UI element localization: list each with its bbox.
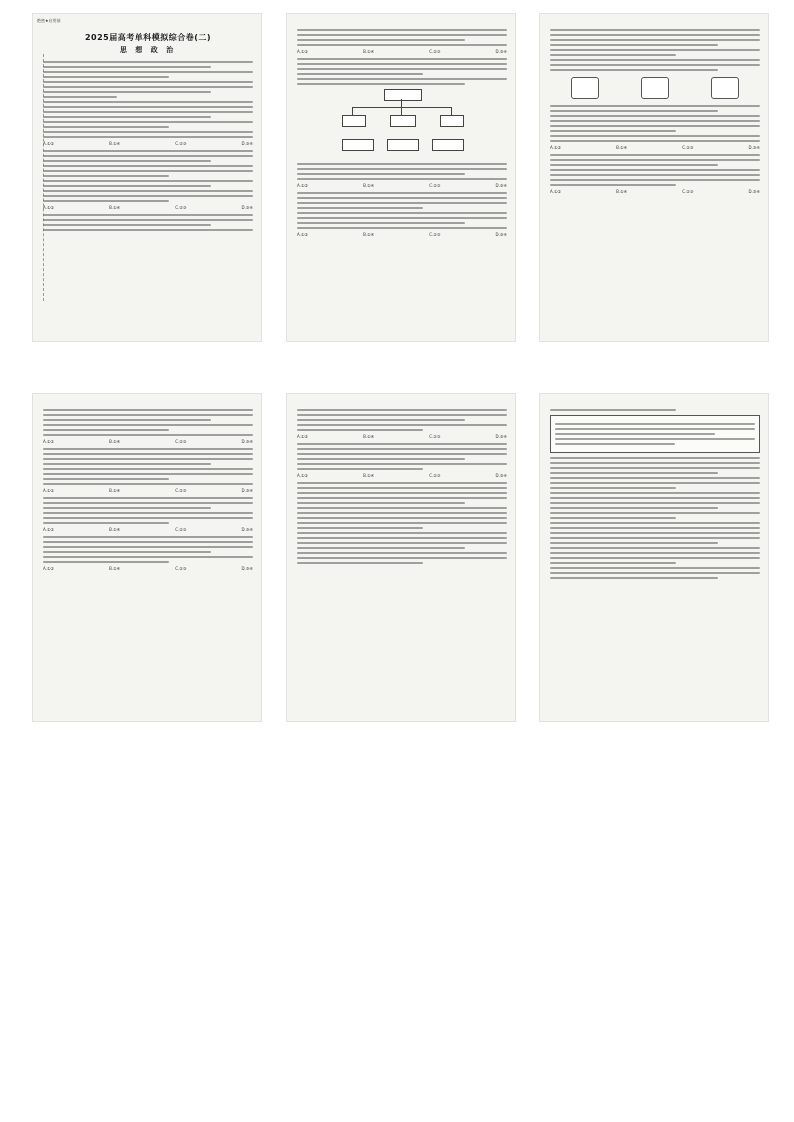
option-c: C.②③ xyxy=(175,439,187,444)
option-b: B.①④ xyxy=(109,439,121,444)
option-a: A.①② xyxy=(550,189,562,194)
option-c: C.②③ xyxy=(175,488,187,493)
option-d: D.③④ xyxy=(495,232,507,237)
option-a: A.①② xyxy=(297,183,309,188)
exam-title: 2025届高考单科模拟综合卷(二) xyxy=(84,33,212,42)
option-a: A.①② xyxy=(550,145,562,150)
answer-options xyxy=(550,189,760,194)
illustration-image-1 xyxy=(571,77,599,99)
option-a: A.①② xyxy=(297,232,309,237)
illustration-image-2 xyxy=(641,77,669,99)
option-a: A.①② xyxy=(43,488,55,493)
diagram-box-bottom-2 xyxy=(387,139,419,151)
option-b: B.①④ xyxy=(363,49,375,54)
exam-page-4 xyxy=(33,394,261,721)
option-d: D.③④ xyxy=(495,473,507,478)
option-a: A.①② xyxy=(43,527,55,532)
illustration-image-3 xyxy=(711,77,739,99)
option-c: C.②③ xyxy=(175,141,187,146)
option-c: C.②③ xyxy=(429,49,441,54)
page-3-content xyxy=(550,26,760,323)
option-c: C.②③ xyxy=(429,473,441,478)
option-c: C.②③ xyxy=(429,183,441,188)
exam-page-5 xyxy=(287,394,515,721)
answer-options xyxy=(297,473,507,478)
option-c: C.②③ xyxy=(175,566,187,571)
page-6-content xyxy=(550,406,760,703)
option-c: C.②③ xyxy=(682,189,694,194)
option-d: D.③④ xyxy=(495,49,507,54)
diagram-box-bottom-1 xyxy=(342,139,374,151)
diagram-box-center xyxy=(390,115,416,127)
diagram-box-bottom-3 xyxy=(432,139,464,151)
answer-options xyxy=(43,527,253,532)
option-b: B.①④ xyxy=(109,205,121,210)
option-b: B.①④ xyxy=(363,473,375,478)
option-a: A.①② xyxy=(43,205,55,210)
page-4-content xyxy=(43,406,253,703)
option-c: C.②③ xyxy=(682,145,694,150)
option-c: C.②③ xyxy=(429,232,441,237)
option-c: C.②③ xyxy=(175,205,187,210)
answer-options xyxy=(43,488,253,493)
option-d: D.③④ xyxy=(241,439,253,444)
answer-options xyxy=(297,232,507,237)
option-b: B.①④ xyxy=(363,232,375,237)
option-b: B.①④ xyxy=(616,189,628,194)
option-d: D.③④ xyxy=(748,189,760,194)
page-5-content xyxy=(297,406,507,703)
option-b: B.①④ xyxy=(363,183,375,188)
quote-box xyxy=(550,415,760,453)
option-d: D.③④ xyxy=(241,141,253,146)
option-a: A.①② xyxy=(297,434,309,439)
option-b: B.①④ xyxy=(109,488,121,493)
answer-options xyxy=(43,141,253,146)
exam-page-6 xyxy=(540,394,768,721)
answer-options xyxy=(550,145,760,150)
exam-page-3 xyxy=(540,14,768,341)
option-a: A.①② xyxy=(43,566,55,571)
answer-options xyxy=(43,205,253,210)
option-d: D.③④ xyxy=(241,566,253,571)
option-a: A.①② xyxy=(297,473,309,478)
option-b: B.①④ xyxy=(109,566,121,571)
page-1-content xyxy=(43,26,253,323)
option-a: A.①② xyxy=(43,141,55,146)
answer-options xyxy=(43,439,253,444)
exam-page-1 xyxy=(33,14,261,341)
option-a: A.①② xyxy=(297,49,309,54)
option-d: D.③④ xyxy=(241,205,253,210)
option-d: D.③④ xyxy=(241,527,253,532)
answer-options xyxy=(297,49,507,54)
option-c: C.②③ xyxy=(175,527,187,532)
option-d: D.③④ xyxy=(241,488,253,493)
secret-tag: 绝密★启用前 xyxy=(37,18,61,23)
exam-page-2 xyxy=(287,14,515,341)
option-d: D.③④ xyxy=(748,145,760,150)
diagram-box-left xyxy=(342,115,366,127)
diagram-box-right xyxy=(440,115,464,127)
option-b: B.①④ xyxy=(616,145,628,150)
flow-diagram xyxy=(342,89,462,159)
option-a: A.①② xyxy=(43,439,55,444)
diagram-box-top xyxy=(384,89,422,101)
exam-subject: 思 想 政 治 xyxy=(119,46,177,54)
option-d: D.③④ xyxy=(495,434,507,439)
option-c: C.②③ xyxy=(429,434,441,439)
option-b: B.①④ xyxy=(363,434,375,439)
page-2-content xyxy=(297,26,507,323)
option-d: D.③④ xyxy=(495,183,507,188)
illustration-row xyxy=(550,77,760,99)
option-b: B.①④ xyxy=(109,141,121,146)
answer-options xyxy=(297,434,507,439)
answer-options xyxy=(43,566,253,571)
option-b: B.①④ xyxy=(109,527,121,532)
answer-options xyxy=(297,183,507,188)
